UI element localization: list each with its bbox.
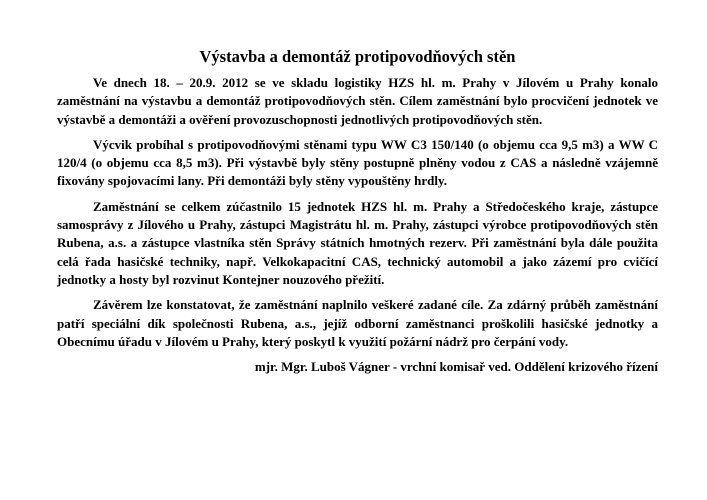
paragraph-intro: Ve dnech 18. – 20.9. 2012 se ve skladu logistiky HZS hl. m. Prahy v Jílovém u Prahy konalo zaměstnání na výstavbu a demontáž protipovodňových stěn. Cílem zaměstnání bylo procvičení jednotek ve výstavbě a demontáži a ověření provozuschopnosti jednotlivých protipovodňových stěn.: [57, 75, 658, 127]
page-title: Výstavba a demontáž protipovodňových stěn: [199, 47, 516, 66]
paragraph-training: Výcvik probíhal s protipovodňovými stěnami typu WW C3 150/140 (o objemu cca 9,5 m3) a WW C 120/4 (o objemu cca 8,5 m3). Při výstavbě byly stěny postupně plněny vodou z CAS a následně vzájemně fixovány spojovacími lany. Při demontáži byly stěny vypouštěny hrdly.: [57, 136, 658, 189]
paragraph-participants: Zaměstnání se celkem zúčastnilo 15 jednotek HZS hl. m. Prahy a Středočeského kraje, zástupce samosprávy z Jílového u Prahy, zástupci Magistrátu hl. m. Prahy, zástupci výrobce protipovodňových stěn Rubena, a.s. a zástupce vlastníka stěn Správy státních hmotných rezerv. Při zaměstnání byla dále použita celá řada hasičské techniky, např. Velkokapacitní CAS, technický automobil a jako zázemí pro cvičící jednotky a hosty byl rozvinut Kontejner nouzového přežití.: [57, 198, 658, 287]
document-page: [57, 46, 658, 376]
paragraph-conclusion: Závěrem lze konstatovat, že zaměstnání naplnilo veškeré zadané cíle. Za zdárný průběh zaměstnání patří speciální dík společnosti Rubena, a.s., jejíž odborní zaměstnanci proškolili hasičské jednotky a Obecnímu úřadu v Jílovém u Prahy, který poskytl k využití požární nádrž pro čerpání vody.: [57, 297, 658, 349]
signature: mjr. Mgr. Luboš Vágner - vrchní komisař ved. Oddělení krizového řízení: [254, 359, 658, 375]
